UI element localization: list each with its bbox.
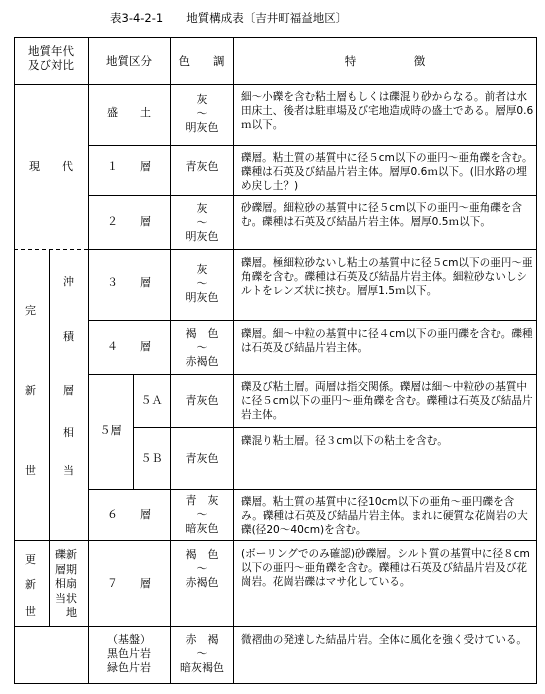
division-layer-2: ２ 層 xyxy=(107,215,151,228)
color-layer-4: 褐 色 ～ 赤褐色 xyxy=(185,327,219,368)
color-layer-5b: 青灰色 xyxy=(185,452,219,465)
desc-layer-3: 礫層。極細粒砂ないし粘土の基質中に径５cm以下の亜円～亜角礫を含む。礫種は石英及び結晶片岩主体。細粒砂ないしシルトをレンズ状に挟む。層厚1.5ｍ以下。 xyxy=(241,257,533,298)
desc-layer-7: (ボーリングでのみ確認)砂礫層。シルト質の基質中に径８cm以下の亜円～亜角礫を含む。礫種は石英及び結晶片岩及び花崗岩。花崗岩礫はマサ化している。 xyxy=(241,548,530,589)
era-kooshinsei-3: 世 xyxy=(25,605,36,618)
era-chuseki-2: 積 xyxy=(63,330,74,343)
desc-layer-2: 砂礫層。細粒砂の基質中に径５cm以下の亜円～亜角礫を含む。礫種は石英及び結晶片岩主体。層厚0.5ｍ以下。 xyxy=(241,202,522,229)
desc-basement: 微褶曲の発達した結晶片岩。全体に風化を強く受けている。 xyxy=(241,634,528,646)
desc-layer-1: 礫層。粘土質の基質中に径５cm以下の亜円～亜角礫を含む。礫種は石英及び結晶片岩主体。層厚0.6ｍ以下。(旧水路の埋め戻し土？) xyxy=(241,152,533,193)
desc-layer-5a: 礫及び粘土層。両層は指交関係。礫層は細～中粒砂の基質中に径５cm以下の亜円～亜角礫を含む。礫種は石英及び結晶片岩主体。 xyxy=(241,381,533,422)
header-color: 色 調 xyxy=(178,54,225,68)
desc-layer-5b: 礫混り粘土層。径３cm以下の粘土を含む。 xyxy=(241,435,448,447)
desc-layer-6: 礫層。粘土質の基質中に径10cm以下の亜角～亜円礫を含み。礫種は石英及び結晶片岩主体。まれに硬質な花崗岩の大礫(径20～40cm)を含む。 xyxy=(241,496,528,537)
era-chuseki-3: 層 xyxy=(63,384,74,397)
color-layer-2: 灰 ～ 明灰色 xyxy=(185,202,219,243)
table-title: 表3-4-2-1 地質構成表〔吉井町福益地区〕 xyxy=(110,11,348,25)
color-layer-5a: 青灰色 xyxy=(185,394,219,407)
era-chuseki-4: 相 xyxy=(63,426,74,439)
color-morido: 灰 ～ 明灰色 xyxy=(185,93,219,134)
era-kanshinsei-1: 完 xyxy=(25,304,36,317)
era-kooshinsei-2: 新 xyxy=(25,578,36,591)
era-chuseki-5: 当 xyxy=(63,464,74,477)
header-era: 地質年代 及び対比 xyxy=(28,44,74,72)
division-layer-6: ６ 層 xyxy=(107,508,151,521)
header-division: 地質区分 xyxy=(106,54,152,68)
division-layer-5b: ５Ｂ xyxy=(140,452,163,465)
desc-layer-4: 礫層。細～中粒の基質中に径４cm以下の亜円礫を含む。礫種は石英及び結晶片岩主体。 xyxy=(241,328,533,355)
era-kooshinsei-1: 更 xyxy=(25,553,36,566)
division-morido: 盛 土 xyxy=(107,106,151,119)
era-gendai: 現 代 xyxy=(29,160,73,173)
era-kooshinsei-fan: 礫新 層期 相扇 当状 地 xyxy=(55,548,77,619)
division-layer-1: １ 層 xyxy=(107,160,151,173)
color-layer-1: 青灰色 xyxy=(185,160,219,173)
era-chuseki-1: 沖 xyxy=(63,275,74,288)
division-layer-5a: ５Ａ xyxy=(140,394,163,407)
division-layer-4: ４ 層 xyxy=(107,340,151,353)
division-layer-5: ５層 xyxy=(99,424,122,437)
era-kanshinsei-3: 世 xyxy=(25,464,36,477)
color-basement: 赤 褐 ～ 暗灰褐色 xyxy=(180,633,224,674)
header-feature: 特 徴 xyxy=(344,54,426,68)
color-layer-3: 灰 ～ 明灰色 xyxy=(185,263,219,304)
division-basement: （基盤） 黒色片岩 緑色片岩 xyxy=(107,633,151,674)
color-layer-7: 褐 色 ～ 赤褐色 xyxy=(185,548,219,589)
color-layer-6: 青 灰 ～ 暗灰色 xyxy=(185,494,219,535)
division-layer-7: ７ 層 xyxy=(107,577,151,590)
division-layer-3: ３ 層 xyxy=(107,276,151,289)
desc-morido: 細～小礫を含む粘土層もしくは礫混り砂からなる。前者は水田床土、後者は駐車場及び宅地造成時の盛土である。層厚0.6ｍ以下。 xyxy=(241,91,534,132)
era-kanshinsei-2: 新 xyxy=(25,384,36,397)
